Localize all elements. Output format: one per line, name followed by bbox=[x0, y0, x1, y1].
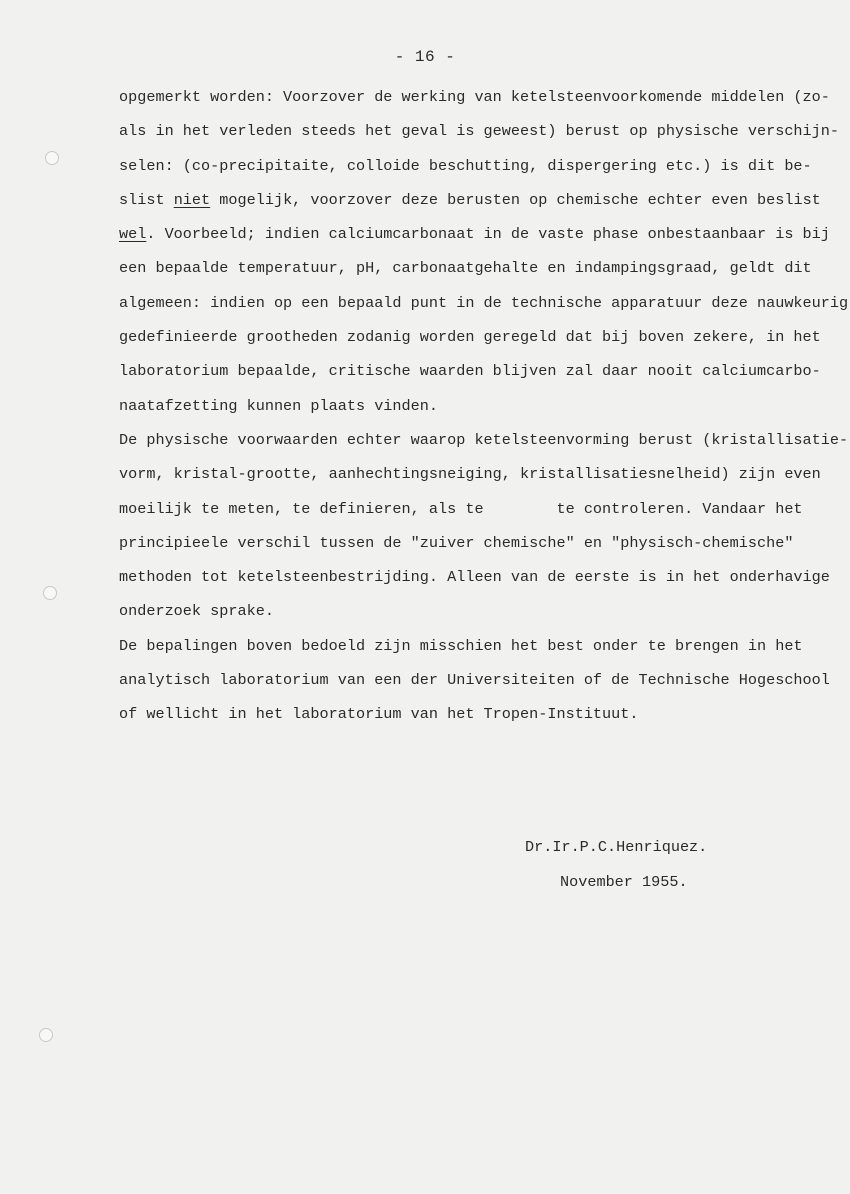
text-segment: selen: (co-precipitaite, colloide beschutting, dispergering etc.) is dit be- bbox=[119, 156, 812, 175]
text-line bbox=[119, 697, 787, 731]
text-line bbox=[119, 663, 830, 697]
signature-block bbox=[525, 830, 707, 899]
text-line bbox=[119, 251, 812, 285]
text-line bbox=[119, 149, 812, 183]
text-line bbox=[119, 286, 849, 320]
body-text bbox=[119, 80, 849, 732]
text-line bbox=[119, 217, 830, 251]
text-line bbox=[119, 526, 794, 560]
text-line bbox=[119, 423, 849, 457]
text-line bbox=[119, 183, 821, 217]
text-segment: opgemerkt worden: Voorzover de werking van ketelsteenvoorkomende middelen (zo- bbox=[119, 88, 830, 106]
text-segment: als in het verleden steeds het geval is geweest) berust op physische verschijn- bbox=[119, 122, 840, 141]
text-line bbox=[119, 629, 803, 663]
text-line bbox=[119, 80, 830, 114]
text-segment: . Voorbeeld; indien calciumcarbonaat in de vaste phase onbestaanbaar is bij bbox=[146, 225, 830, 244]
text-segment: mogelijk, voorzover deze berusten op chemische echter even beslist bbox=[210, 190, 821, 209]
text-segment: laboratorium bepaalde, critische waarden blijven zal daar nooit calciumcarbo- bbox=[119, 362, 821, 381]
punch-hole-icon bbox=[39, 1028, 53, 1042]
text-segment: moeilijk te meten, te definieren, als te te controleren. Vandaar het bbox=[119, 499, 803, 518]
text-line bbox=[119, 389, 787, 423]
punch-hole-icon bbox=[43, 586, 57, 600]
text-segment: principieele verschil tussen de "zuiver chemische" en "physisch-chemische" bbox=[119, 533, 794, 552]
text-segment: een bepaalde temperatuur, pH, carbonaatgehalte en indampingsgraad, geldt dit bbox=[119, 259, 812, 278]
text-segment: De bepalingen boven bedoeld zijn misschien het best onder te brengen in het bbox=[119, 636, 803, 655]
text-segment: gedefinieerde grootheden zodanig worden geregeld dat bij boven zekere, in het bbox=[119, 328, 821, 347]
underlined-word: wel bbox=[119, 225, 147, 244]
text-segment: of wellicht in het laboratorium van het Tropen-Instituut. bbox=[119, 705, 639, 724]
text-segment: slist bbox=[119, 190, 174, 209]
page-number: - 16 - bbox=[394, 48, 456, 66]
text-line bbox=[119, 354, 821, 388]
author-name: Dr.Ir.P.C.Henriquez. bbox=[525, 838, 708, 856]
text-segment: analytisch laboratorium van een der Universiteiten of de Technische Hogeschool bbox=[119, 671, 830, 690]
text-segment: algemeen: indien op een bepaald punt in de technische apparatuur deze nauwkeurig bbox=[119, 293, 849, 312]
text-segment: vorm, kristal-grootte, aanhechtingsneiging, kristallisatiesnelheid) zijn even bbox=[119, 465, 821, 484]
text-segment: onderzoek sprake. bbox=[119, 602, 274, 621]
text-segment: De physische voorwaarden echter waarop ketelsteenvorming berust (kristallisatie- bbox=[119, 430, 849, 449]
punch-hole-icon bbox=[45, 151, 59, 165]
text-segment: naatafzetting kunnen plaats vinden. bbox=[119, 396, 438, 415]
text-line bbox=[119, 594, 787, 628]
text-line bbox=[119, 320, 821, 354]
text-line bbox=[119, 114, 840, 148]
text-line bbox=[119, 492, 803, 526]
text-line bbox=[119, 560, 830, 594]
text-line bbox=[119, 457, 821, 491]
document-date: November 1955. bbox=[560, 872, 688, 891]
text-segment: methoden tot ketelsteenbestrijding. Alleen van de eerste is in het onderhavige bbox=[119, 568, 830, 587]
underlined-word: niet bbox=[173, 190, 211, 209]
